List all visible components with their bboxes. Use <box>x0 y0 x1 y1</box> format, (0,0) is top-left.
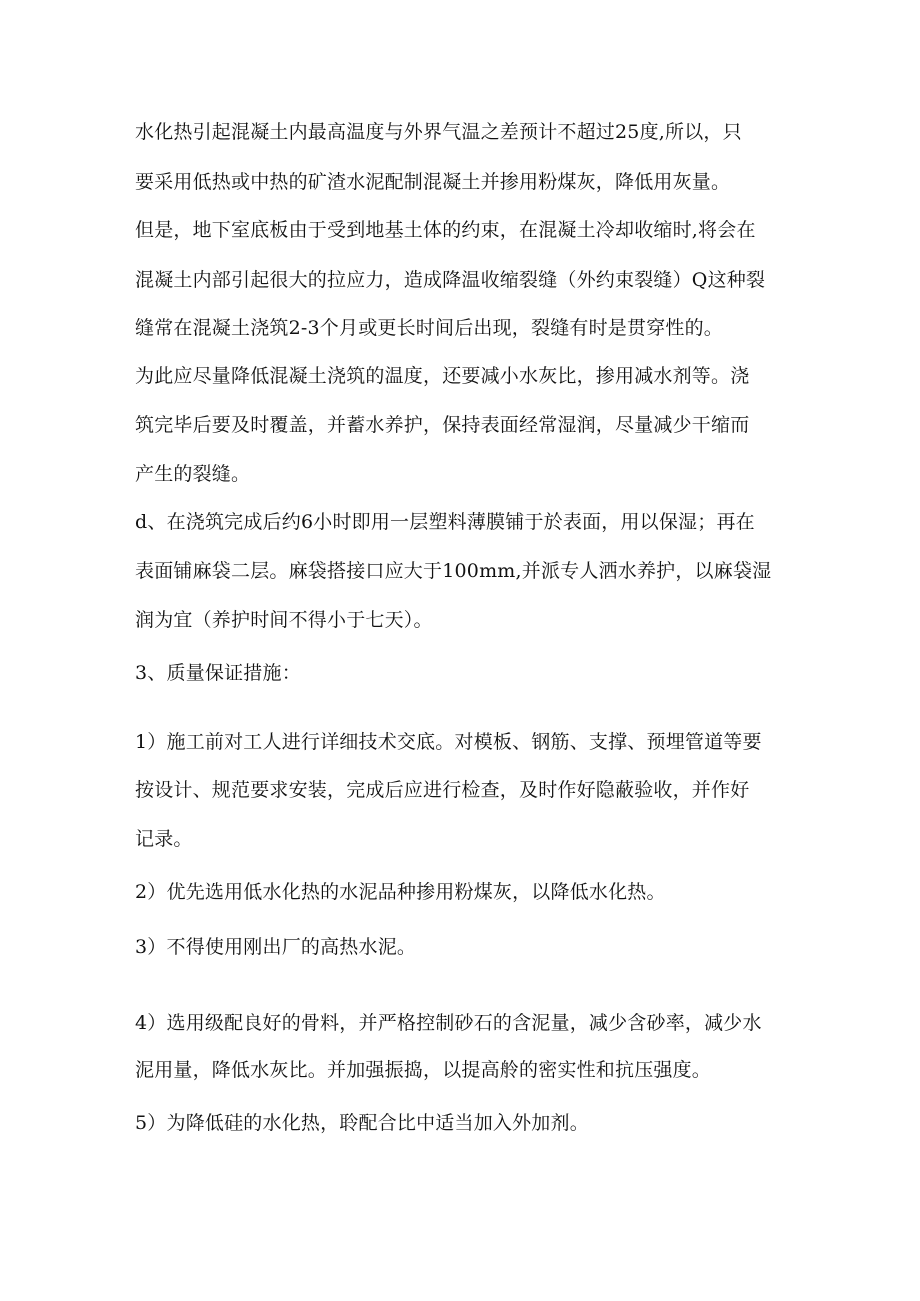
paragraph-3-line-2: 筑完毕后要及时覆盖，并蓄水养护，保持表面经常湿润，尽量减少干缩而 <box>135 414 750 436</box>
item-4-line-2: 泥用量，降低水灰比。并加强振捣，以提高舲的密实性和抗压强度。 <box>135 1059 712 1081</box>
paragraph-2-line-1: 但是，地下室底板由于受到地基土体的约束，在混凝土冷却收缩时,将会在 <box>135 219 756 241</box>
item-1-line-2: 按设计、规范要求安装，完成后应进行检查，及时作好隐蔽验收，并作好 <box>135 779 750 801</box>
paragraph-4-line-3: 润为宜（养护时间不得小于七天）。 <box>135 609 433 631</box>
paragraph-1-line-2: 要采用低热或中热的矿渣水泥配制混凝土并掺用粉煤灰，降低用灰量。 <box>135 171 731 193</box>
paragraph-2-line-2: 混凝土内部引起很大的拉应力，造成降温收缩裂缝（外约束裂缝）Q这种裂 <box>135 269 766 291</box>
item-3-line-1: 3）不得使用刚出厂的高热水泥。 <box>135 936 417 958</box>
item-4-line-1: 4）选用级配良好的骨料，并严格控制砂石的含泥量，减少含砂率，减少水 <box>135 1012 762 1034</box>
section-heading-quality-measures: 3、质量保证措施： <box>135 662 301 684</box>
paragraph-4-line-1: d、在浇筑完成后约6小时即用一层塑料薄膜铺于於表面，用以保湿；再在 <box>135 511 755 533</box>
paragraph-3-line-3: 产生的裂缝。 <box>135 463 251 485</box>
item-1-line-1: 1）施工前对工人进行详细技术交底。对模板、钢筋、支撑、预埋管道等要 <box>135 731 762 753</box>
item-5-line-1: 5）为降低硅的水化热，聆配合比中适当加入外加剂。 <box>135 1112 589 1134</box>
item-1-line-3: 记录。 <box>135 828 193 850</box>
paragraph-2-line-3: 缝常在混凝土浇筑2-3个月或更长时间后出现，裂缝有时是贯穿性的。 <box>135 317 723 339</box>
item-2-line-1: 2）优先选用低水化热的水泥品种掺用粉煤灰，以降低水化热。 <box>135 881 666 903</box>
paragraph-3-line-1: 为此应尽量降低混凝土浇筑的温度，还要减小水灰比，掺用减水剂等。浇 <box>135 365 750 387</box>
paragraph-4-line-2: 表面铺麻袋二层。麻袋搭接口应大于100mm,并派专人洒水养护，以麻袋湿 <box>135 560 772 582</box>
paragraph-1-line-1: 水化热引起混凝土内最高温度与外界气温之差预计不超过25度,所以，只 <box>135 121 742 143</box>
